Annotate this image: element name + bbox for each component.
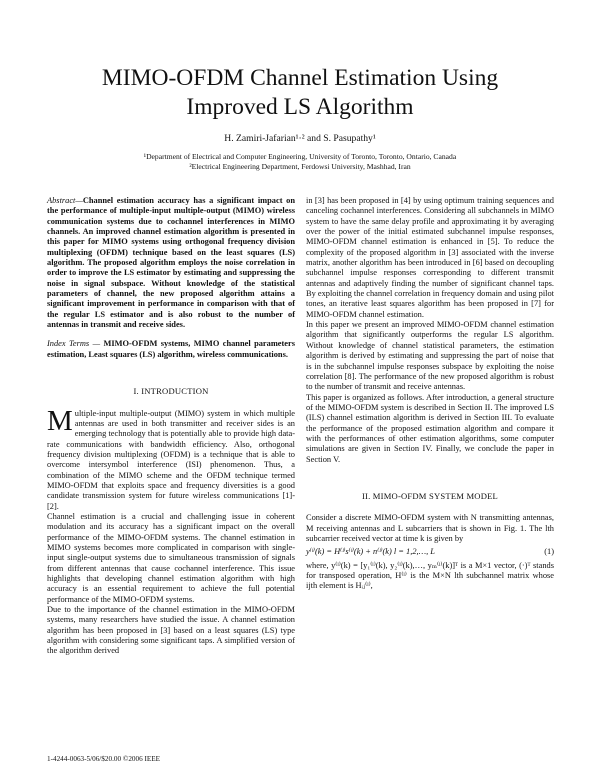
left-column [47,196,295,657]
intro-paragraph-2: Channel estimation is a crucial and challenging issue in coherent modulation and its accuracy has a significant impact on the overall performance of the MIMO-OFDM systems. The channel estimation in MIMO systems becomes more complicated in comparison with single-input single-output systems due to simultaneous transmission of signals from different antennas that cause cochannel interference. This issue highlights that developing channel estimation algorithm with high accuracy is an essential requirement to achieve the full potential performance of the MIMO-OFDM systems. [47,511,295,604]
copyright-footer: 1-4244-0063-5/06/$20.00 ©2006 IEEE [47,755,161,763]
intro-paragraph-4: in [3] has been proposed in [4] by using optimum training sequences and canceling cochannel interferences. Considering all subchannels in MIMO system to have the same delay profile and approximating it by averaging over the power of the initial estimated subchannel impulse responses, MIMO-OFDM channel estimation is enhanced in [5]. To reduce the complexity of the proposed algorithm in [3] associated with the inverse matrix, another algorithm has been introduced in [6] based on decoupling subchannel impulse responses corresponding to different transmit antennas and adaptively finding the number of significant channel taps. By exploiting the channel correlation in frequency domain and using pilot tones, an iterative least squares algorithm has been proposed in [7] for MIMO-OFDM channel estimation. [306,196,554,319]
affiliation-1: ¹Department of Electrical and Computer Engineering, University of Toronto, Toronto, Ontario, Canada [143,152,457,161]
title-line-1: MIMO-OFDM Channel Estimation Using [101,65,499,91]
paper-title [40,64,560,122]
affiliation-2: ²Electrical Engineering Department, Ferdowsi University, Mashhad, Iran [189,162,411,172]
model-paragraph-2: where, y⁽ˡ⁾(k) = [y₁⁽ˡ⁾(k), y₂⁽ˡ⁾(k),…, yₘ⁽ˡ⁾(k)]ᵀ is a M×1 vector, (·)ᵀ stands for transposed operation, H⁽ˡ⁾ is the M×N lth subchannel matrix whose ijth element is Hᵢⱼ⁽ˡ⁾, [306,560,554,591]
equation-1-body: y⁽ˡ⁾(k) = H⁽ˡ⁾s⁽ˡ⁾(k) + n⁽ˡ⁾(k) l = 1,2,…, L [306,547,435,557]
index-terms-text: MIMO-OFDM systems, MIMO channel parameters estimation, Least squares (LS) algorithm, wireless communications. [47,339,295,359]
abstract-label: Abstract— [47,196,83,205]
section-2-heading: II. MIMO-OFDM SYSTEM MODEL [361,490,499,501]
drop-cap: M [47,404,73,437]
index-terms-label: Index Terms — [47,339,101,349]
title-line-2: Improved LS Algorithm [186,94,414,120]
index-terms [47,339,295,360]
abstract-text: Channel estimation accuracy has a significant impact on the performance of multiple-input multiple-output (MIMO) wireless communication systems due to cochannel interferences in MIMO channels. An improved channel estimation algorithm is presented in this paper for MIMO systems using orthogonal frequency division multiplexing (OFDM) technique based on the least squares (LS) algorithm. The proposed algorithm employs the noise correlation in order to improve the LS estimator by estimating and suppressing the noise in signal subspace. Without knowledge of the statistical parameters of channel, the new proposed algorithm attains a significant improvement in performance in comparison with that of the regular LS estimator and is also robust to the number of antennas in transmit and receive sides. [47,196,295,330]
intro-paragraph-6: This paper is organized as follows. After introduction, a general structure of the MIMO-OFDM system is described in Section II. The improved LS (ILS) channel estimation algorithm is derived in Section III. To evaluate the performance of the proposed estimation algorithm and compare it with the performances of other estimation algorithms, some computer simulations are given in Section IV. Finally, we conclude the paper in Section V. [306,392,554,464]
equation-1-number: (1) [544,547,554,557]
intro-paragraph-3: Due to the importance of the channel estimation in the MIMO-OFDM systems, many researchers have studied the issue. A channel estimation algorithm has been proposed in [3] based on a least squares (LS) type algorithm with considering some significant taps. A simplified version of the algorithm derived [47,605,295,656]
model-paragraph-1: Consider a discrete MIMO-OFDM system with N transmitting antennas, M receiving antennas and L subcarriers that is shown in Fig. 1. The lth subcarrier received vector at time k is given by [306,513,554,543]
intro-paragraph-5: In this paper we present an improved MIMO-OFDM channel estimation algorithm that significantly outperforms the regular LS algorithm. Without knowledge of channel statistical parameters, the estimation algorithm is derived by estimating and suppressing the part of noise that is in the subchannel impulse responses subspace by exploiting the noise correlation [8]. The performance of the new proposed algorithm is robust to the number of transmit and receive antennas. [306,320,554,392]
intro-paragraph-1-text: ultiple-input multiple-output (MIMO) system in which multiple antennas are used in both transmitter and receiver sides is an emerging technology that is potentially able to provide high data-rate communications with bandwidth efficiency. Also, orthogonal frequency division multiplexing (OFDM) is a technique that is able to overcome intersymbol interference (ISI) phenomenon. Thus, a combination of the MIMO scheme and the OFDM technique termed MIMO-OFDM that exploits space and frequency diversities is a good candidate transmission system for future wireless communications [1]-[2]. [47,408,295,511]
section-1-heading: I. INTRODUCTION [133,386,209,397]
equation-1 [306,547,554,557]
abstract [47,196,295,330]
authors: H. Zamiri-Jafarian¹·² and S. Pasupathy¹ [224,133,376,144]
affiliations [40,152,560,173]
right-column [306,196,554,592]
intro-paragraph-1 [47,404,295,512]
